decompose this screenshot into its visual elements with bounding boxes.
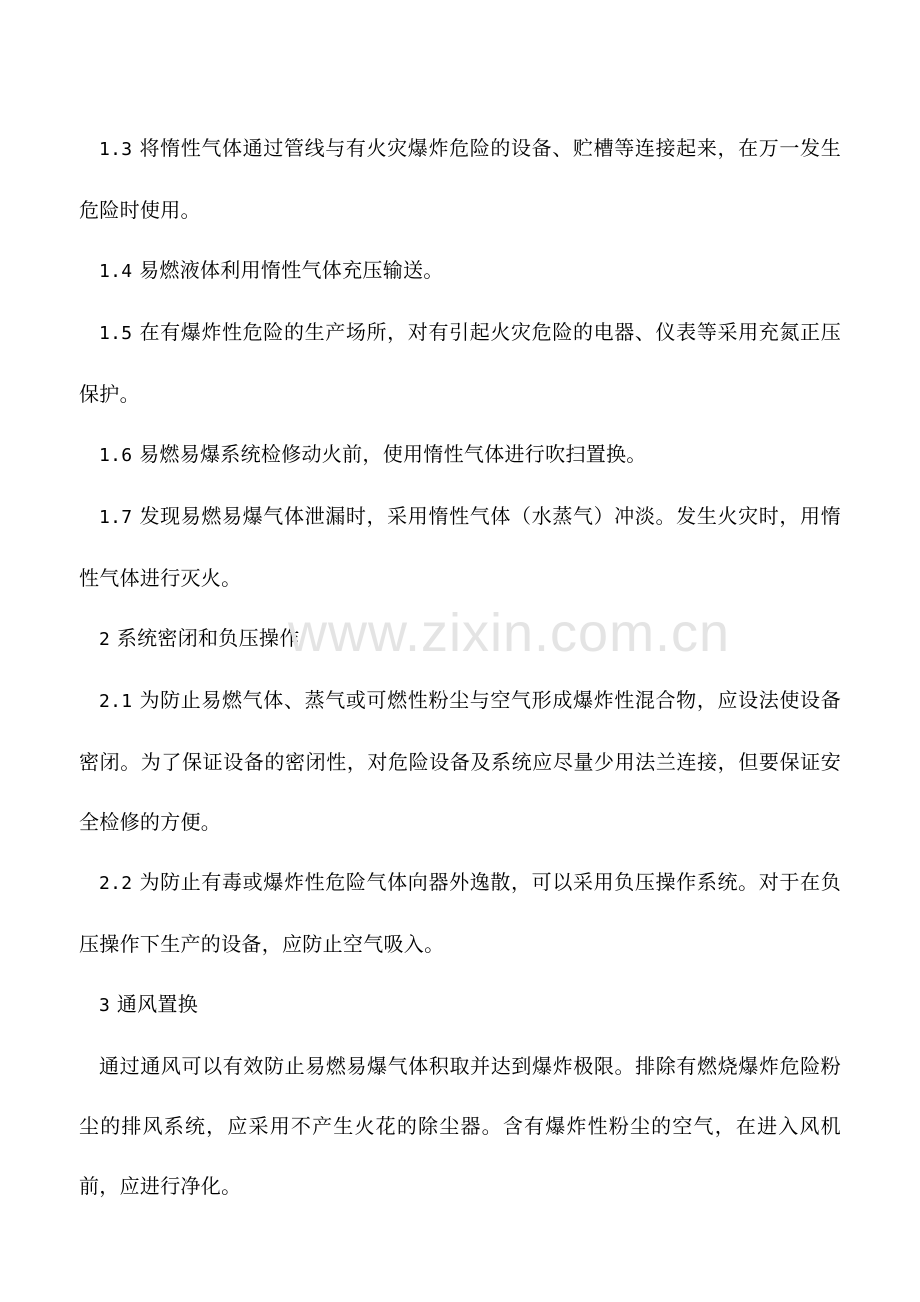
section-number: 1.7 (99, 507, 133, 528)
section-number: 1.5 (99, 323, 133, 344)
section-number: 1.6 (99, 445, 133, 466)
paragraph-ventilation (79, 1036, 841, 1216)
paragraph-1-6 (79, 424, 841, 486)
section-heading-2 (79, 608, 841, 670)
paragraph-text: 通过通风可以有效防止易燃易爆气体积取并达到爆炸极限。排除有燃烧爆炸危险粉尘的排风系统，应采用不产生火花的除尘器。含有爆炸性粉尘的空气，在进入风机前，应进行净化。 (79, 1054, 841, 1198)
paragraph-1-7 (79, 486, 841, 608)
section-number: 2.2 (99, 873, 133, 894)
watermark: www.zixin.com.cn (288, 603, 731, 663)
paragraph-text: 易燃易爆系统检修动火前，使用惰性气体进行吹扫置换。 (139, 442, 647, 466)
paragraph-text: 为防止易燃气体、蒸气或可燃性粉尘与空气形成爆炸性混合物，应设法使设备密闭。为了保证设备的密闭性，对危险设备及系统应尽量少用法兰连接，但要保证安全检修的方便。 (79, 688, 841, 834)
paragraph-1-3 (79, 118, 841, 240)
section-number: 1.3 (99, 139, 133, 160)
paragraph-2-1 (79, 670, 841, 852)
section-number: 1.4 (99, 261, 133, 282)
paragraph-text: 在有爆炸性危险的生产场所，对有引起火灾危险的电器、仪表等采用充氮正压保护。 (79, 320, 841, 406)
document-body (79, 118, 841, 1216)
paragraph-text: 将惰性气体通过管线与有火灾爆炸危险的设备、贮槽等连接起来，在万一发生危险时使用。 (79, 136, 841, 222)
paragraph-2-2 (79, 852, 841, 974)
paragraph-text: 发现易燃易爆气体泄漏时，采用惰性气体（水蒸气）冲淡。发生火灾时，用惰性气体进行灭火。 (79, 504, 841, 590)
paragraph-1-5 (79, 302, 841, 424)
paragraph-text: 易燃液体利用惰性气体充压输送。 (139, 258, 444, 282)
section-heading-3 (79, 974, 841, 1036)
paragraph-text: 为防止有毒或爆炸性危险气体向器外逸散，可以采用负压操作系统。对于在负压操作下生产的设备，应防止空气吸入。 (79, 870, 841, 956)
section-number: 3 (99, 995, 111, 1016)
section-number: 2.1 (99, 691, 133, 712)
paragraph-1-4 (79, 240, 841, 302)
section-heading-text: 通风置换 (116, 992, 199, 1016)
section-number: 2 (99, 629, 111, 650)
section-heading-text: 系统密闭和负压操作 (116, 626, 300, 650)
